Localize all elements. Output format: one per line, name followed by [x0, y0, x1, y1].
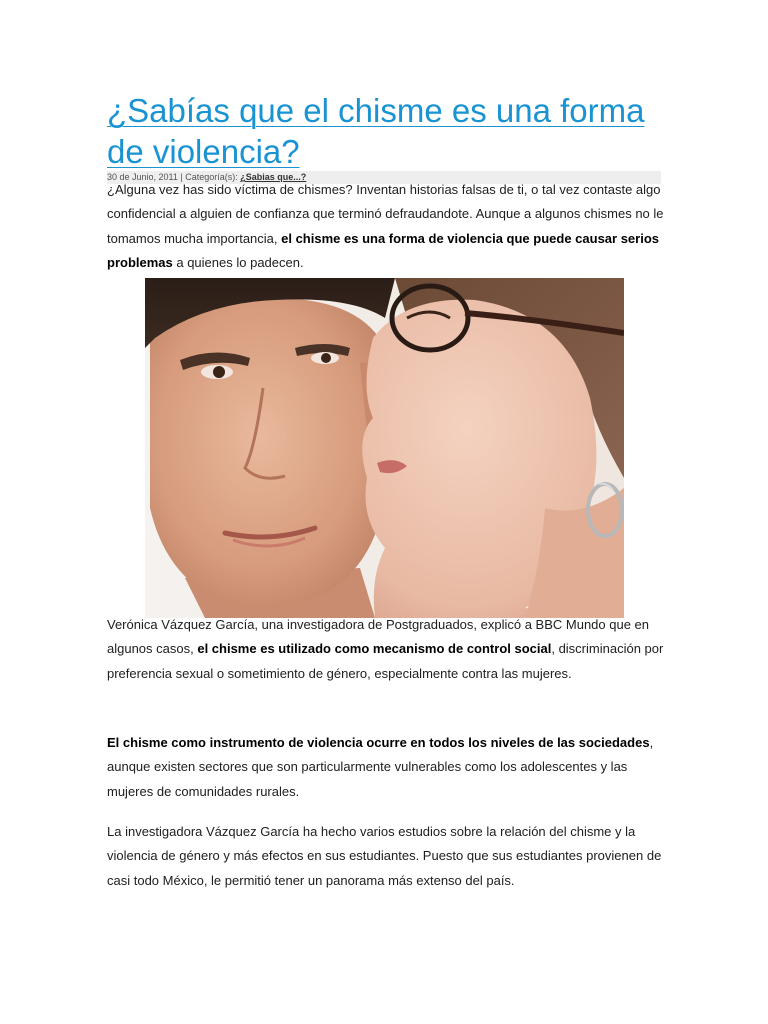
society-bold-text: El chisme como instrumento de violencia ocurre en todos los niveles de las sociedades	[107, 735, 650, 750]
photo-illustration	[145, 278, 624, 618]
researcher-text-2: , discriminación por preferencia sexual o sometimiento de género, especialmente contra las mujeres.	[107, 641, 664, 681]
intro-text-1: ¿Alguna vez has sido víctima de chismes? Inventan historias falsas de ti, o tal vez contaste algo confidencial a alguien de confianza que terminó defraudandote. Aunque a algunos chismes no le tomamos mucha importancia,	[107, 182, 664, 246]
researcher-text-1: Verónica Vázquez García, una investigadora de Postgraduados, explicó a BBC Mundo que en algunos casos,	[107, 617, 650, 657]
researcher-paragraph	[107, 613, 667, 686]
society-paragraph	[107, 731, 667, 804]
meta-separator: |	[177, 172, 186, 182]
intro-text-2: a quienes lo padecen.	[172, 254, 304, 270]
intro-bold-text: el chisme es una forma de violencia que puede causar serios problemas	[107, 230, 660, 270]
article-date: 30 de Junio, 2011	[107, 172, 178, 182]
article-photo	[145, 278, 624, 618]
society-text-1: , aunque existen sectores que son particularmente vulnerables como los adolescentes y las mujeres de comunidades rurales.	[107, 735, 654, 799]
studies-paragraph	[107, 820, 667, 893]
category-link[interactable]: ¿Sabias que...?	[240, 172, 307, 182]
category-label: Categoría(s):	[185, 172, 241, 182]
article-title-link[interactable]: ¿Sabías que el chisme es una forma de violencia?	[107, 92, 645, 170]
studies-text-1: La investigadora Vázquez García ha hecho varios estudios sobre la relación del chisme y la violencia de género y más efectos en sus estudiantes. Puesto que sus estudiantes provienen de casi todo México, le permitió tener un panorama más extenso del país.	[107, 824, 662, 888]
intro-paragraph	[107, 178, 667, 275]
researcher-bold-text: el chisme es utilizado como mecanismo de control social	[197, 641, 552, 657]
